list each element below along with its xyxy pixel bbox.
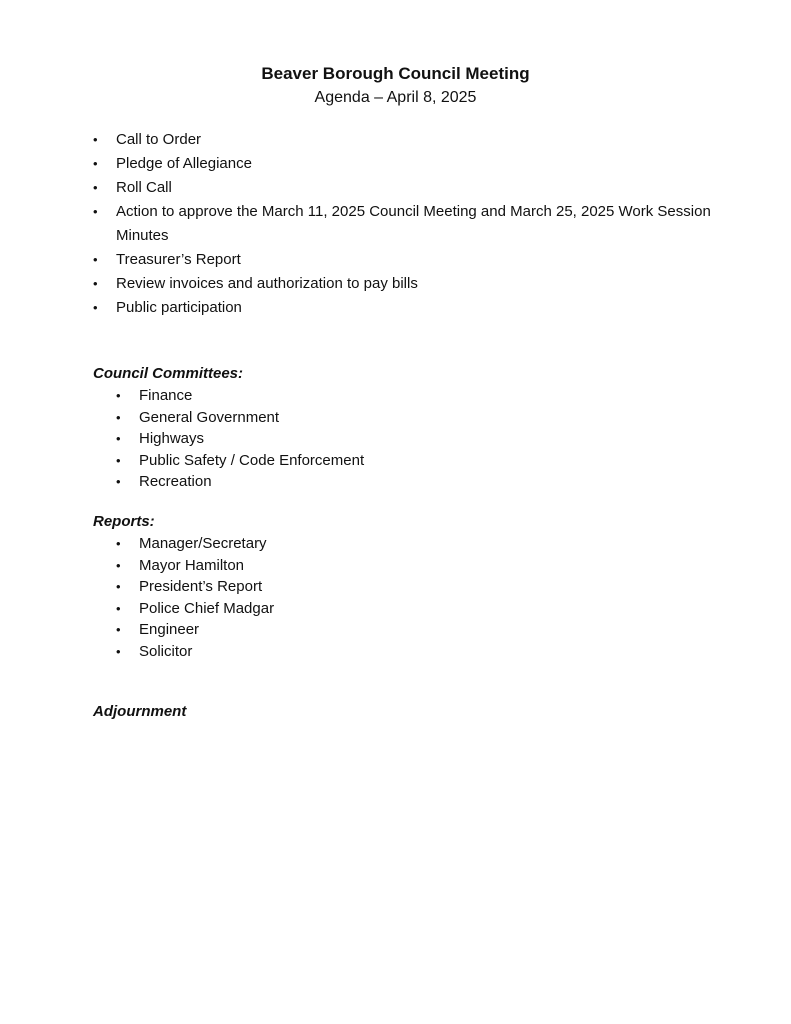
committee-item <box>116 407 616 429</box>
bullet-icon: • <box>116 600 121 616</box>
page-title: Beaver Borough Council Meeting <box>261 64 530 83</box>
report-item <box>116 555 616 577</box>
committee-label: Public Safety / Code Enforcement <box>139 451 365 469</box>
reports-heading: Reports: <box>93 513 155 530</box>
bullet-icon: • <box>93 300 98 315</box>
agenda-item-label: Public participation <box>116 299 242 316</box>
agenda-item-approve-minutes <box>93 200 713 248</box>
committee-label: Highways <box>139 430 205 447</box>
report-label: President’s Report <box>139 578 263 595</box>
bullet-icon: • <box>116 536 121 551</box>
report-label: Solicitor <box>139 642 193 660</box>
committee-label: Recreation <box>139 473 212 490</box>
report-item <box>116 641 616 663</box>
agenda-item-treasurers-report <box>93 248 713 272</box>
page-subtitle: Agenda – April 8, 2025 <box>314 89 477 106</box>
committee-item <box>116 471 616 493</box>
agenda-item-review-invoices <box>93 272 713 296</box>
bullet-icon: • <box>93 132 98 147</box>
bullet-icon: • <box>116 452 121 468</box>
agenda-item-label: Call to Order <box>116 131 202 148</box>
agenda-item-roll-call <box>93 176 713 200</box>
adjournment-heading: Adjournment <box>93 703 187 720</box>
bullet-icon: • <box>116 388 121 403</box>
agenda-item-label: Action to approve the March 11, 2025 Council Meeting and March 25, 2025 Work Session Minutes <box>116 203 711 244</box>
agenda-item-public-participation <box>93 296 713 320</box>
bullet-icon: • <box>116 643 121 659</box>
reports-list <box>116 533 616 662</box>
report-label: Police Chief Madgar <box>139 599 275 617</box>
agenda-item-label: Treasurer’s Report <box>116 251 241 268</box>
bullet-icon: • <box>116 409 121 425</box>
report-item <box>116 619 616 641</box>
bullet-icon: • <box>116 579 121 594</box>
report-item <box>116 533 616 555</box>
report-label: Manager/Secretary <box>139 535 267 552</box>
agenda-item-call-to-order <box>93 128 713 152</box>
committee-item <box>116 428 616 450</box>
committee-item <box>116 450 616 472</box>
bullet-icon: • <box>116 474 121 489</box>
agenda-item-pledge <box>93 152 713 176</box>
bullet-icon: • <box>93 180 98 195</box>
committee-label: General Government <box>139 408 280 426</box>
report-label: Engineer <box>139 621 200 638</box>
agenda-list <box>93 128 713 320</box>
report-item <box>116 598 616 620</box>
bullet-icon: • <box>93 204 98 219</box>
bullet-icon: • <box>93 252 98 267</box>
report-item <box>116 576 616 598</box>
agenda-item-label: Pledge of Allegiance <box>116 155 252 172</box>
committees-heading: Council Committees: <box>93 365 244 382</box>
bullet-icon: • <box>116 622 121 637</box>
committees-list <box>116 385 616 493</box>
bullet-icon: • <box>93 276 98 291</box>
agenda-item-label: Review invoices and authorization to pay bills <box>116 275 418 292</box>
report-label: Mayor Hamilton <box>139 556 245 574</box>
bullet-icon: • <box>116 431 121 446</box>
agenda-item-label: Roll Call <box>116 179 172 196</box>
committee-label: Finance <box>139 387 193 404</box>
bullet-icon: • <box>116 557 121 573</box>
bullet-icon: • <box>93 156 98 171</box>
committee-item <box>116 385 616 407</box>
